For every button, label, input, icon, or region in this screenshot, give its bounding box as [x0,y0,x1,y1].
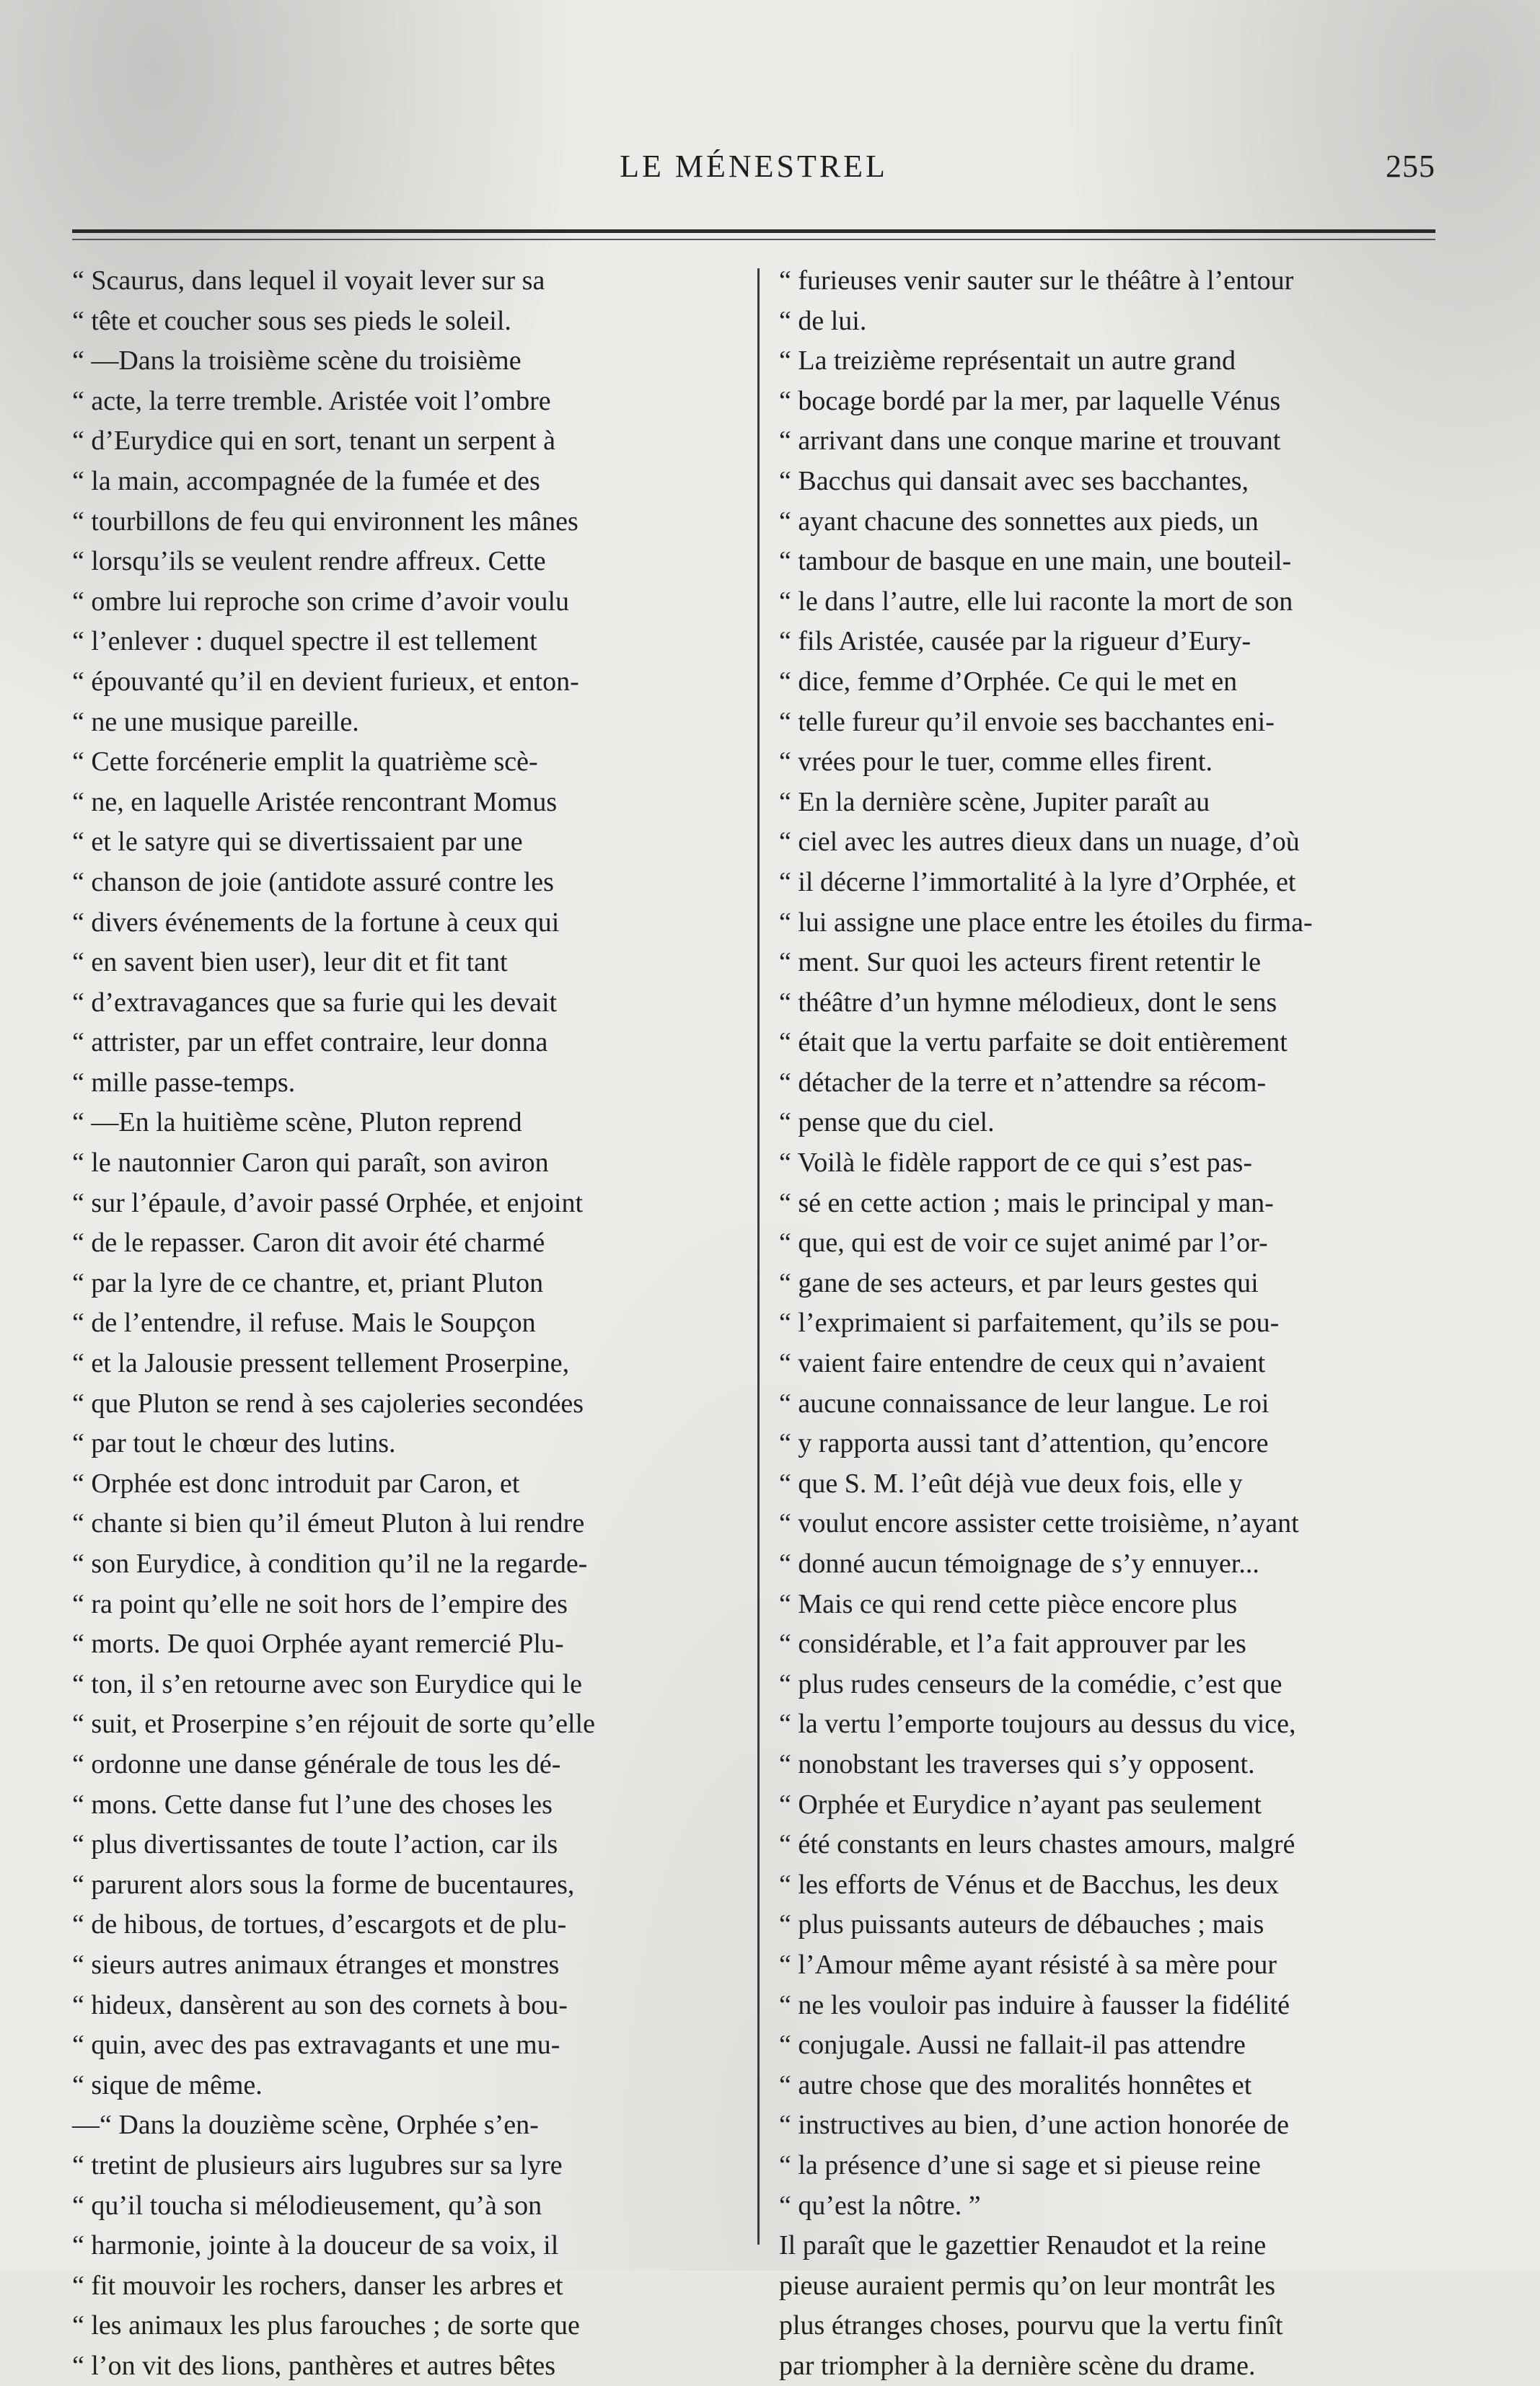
text-line: “ mille passe-temps. [72,1067,296,1098]
text-line: pieuse auraient permis qu’on leur montrât les [779,2270,1276,2301]
text-line: “ chanson de joie (antidote assuré contre les [72,866,554,897]
text-line: “ ne les vouloir pas induire à fausser la fidélité [779,1989,1290,2020]
text-line: “ Orphée est donc introduit par Caron, et [72,1468,520,1499]
text-line: “ par la lyre de ce chantre, et, priant Pluton [72,1267,544,1298]
text-line: “ lui assigne une place entre les étoiles du firma- [779,907,1313,938]
text-line: “ parurent alors sous la forme de bucentaures, [72,1869,575,1900]
text-line: “ gane de ses acteurs, et par leurs gestes qui [779,1267,1259,1298]
text-line: “ l’on vit des lions, panthères et autres bêtes [72,2350,556,2381]
text-line: “ ne une musique pareille. [72,706,359,737]
text-line: “ ordonne une danse générale de tous les dé- [72,1748,561,1779]
text-line: “ la main, accompagnée de la fumée et des [72,465,540,496]
text-line: “ plus divertissantes de toute l’action, car ils [72,1829,558,1860]
text-line: “ en savent bien user), leur dit et fit tant [72,947,508,978]
text-line: “ fils Aristée, causée par la rigueur d’Eury- [779,626,1251,657]
text-line: “ aucune connaissance de leur langue. Le roi [779,1388,1270,1419]
text-line: “ Mais ce qui rend cette pièce encore plus [779,1588,1238,1619]
text-line: “ dice, femme d’Orphée. Ce qui le met en [779,666,1238,697]
text-line: “ divers événements de la fortune à ceux qui [72,907,560,938]
text-line: “ été constants en leurs chastes amours, malgré [779,1829,1295,1860]
text-line: “ de l’entendre, il refuse. Mais le Soupçon [72,1308,536,1339]
text-line: “ considérable, et l’a fait approuver par les [779,1629,1246,1660]
text-line: “ En la dernière scène, Jupiter paraît au [779,786,1210,817]
text-line: “ épouvanté qu’il en devient furieux, et enton- [72,666,579,697]
text-line: “ de le repasser. Caron dit avoir été charmé [72,1228,545,1259]
text-line: “ conjugale. Aussi ne fallait-il pas attendre [779,2030,1246,2061]
text-line: “ autre chose que des moralités honnêtes et [779,2069,1252,2100]
text-line: “ quin, avec des pas extravagants et une mu- [72,2030,560,2061]
text-line: “ acte, la terre tremble. Aristée voit l’ombre [72,385,551,416]
text-line: “ Voilà le fidèle rapport de ce qui s’est pas- [779,1148,1252,1179]
text-line: “ ton, il s’en retourne avec son Eurydice qui le [72,1668,582,1699]
right-column [779,261,1437,2386]
header-rule [72,229,1435,240]
text-line: “ le nautonnier Caron qui paraît, son aviron [72,1148,549,1179]
text-line: “ mons. Cette danse fut l’une des choses les [72,1789,553,1820]
text-line: “ que S. M. l’eût déjà vue deux fois, elle y [779,1468,1243,1499]
text-line: “ ombre lui reproche son crime d’avoir voulu [72,586,570,617]
text-line: “ hideux, dansèrent au son des cornets à bou- [72,1989,568,2020]
text-line: “ d’extravagances que sa furie qui les devait [72,987,558,1018]
text-line: “ que, qui est de voir ce sujet animé par l’or- [779,1228,1268,1259]
text-line: “ tête et coucher sous ses pieds le soleil. [72,305,511,336]
text-line: “ était que la vertu parfaite se doit entièrement [779,1027,1288,1058]
text-line: “ ne, en laquelle Aristée rencontrant Momus [72,786,558,817]
text-line: “ Scaurus, dans lequel il voyait lever sur sa [72,265,545,296]
text-line: “ pense que du ciel. [779,1107,995,1138]
text-line: “ l’exprimaient si parfaitement, qu’ils se pou- [779,1308,1280,1339]
text-line: “ qu’il toucha si mélodieusement, qu’à son [72,2190,542,2221]
text-line: “ suit, et Proserpine s’en réjouit de sorte qu’elle [72,1709,595,1740]
text-line: “ morts. De quoi Orphée ayant remercié Plu- [72,1629,564,1660]
text-line: “ théâtre d’un hymne mélodieux, dont le sens [779,987,1277,1018]
page-header [72,148,1435,198]
text-line: “ furieuses venir sauter sur le théâtre à l’entour [779,265,1294,296]
text-line: “ et le satyre qui se divertissaient par une [72,827,523,858]
text-line: “ telle fureur qu’il envoie ses bacchantes eni- [779,706,1275,737]
text-line: “ l’enlever : duquel spectre il est tellement [72,626,537,657]
text-line: “ Orphée et Eurydice n’ayant pas seulement [779,1789,1262,1820]
text-line: “ les animaux les plus farouches ; de sorte que [72,2310,580,2341]
text-line: Il paraît que le gazettier Renaudot et la reine [779,2230,1267,2261]
text-line: “ d’Eurydice qui en sort, tenant un serpent à [72,426,556,457]
text-line: “ qu’est la nôtre. ” [779,2190,981,2221]
text-line: “ attrister, par un effet contraire, leur donna [72,1027,548,1058]
text-line: “ l’Amour même ayant résisté à sa mère pour [779,1949,1277,1980]
running-title: LE MÉNESTREL [620,149,888,184]
text-line: “ détacher de la terre et n’attendre sa récom- [779,1067,1267,1098]
text-line: “ chante si bien qu’il émeut Pluton à lui rendre [72,1508,585,1539]
text-line: “ le dans l’autre, elle lui raconte la mort de son [779,586,1293,617]
text-line: “ Bacchus qui dansait avec ses bacchantes, [779,465,1249,496]
text-line: “ —En la huitième scène, Pluton reprend [72,1107,522,1138]
text-line: “ sique de même. [72,2069,263,2100]
text-line: “ ciel avec les autres dieux dans un nuage, d’où [779,827,1300,858]
text-line: “ sé en cette action ; mais le principal y man- [779,1187,1274,1218]
text-line: “ les efforts de Vénus et de Bacchus, les deux [779,1869,1279,1900]
text-line: “ tambour de basque en une main, une bouteil- [779,546,1292,577]
text-line: “ et la Jalousie pressent tellement Proserpine, [72,1348,570,1379]
text-line: “ de lui. [779,305,867,336]
text-line: “ vaient faire entendre de ceux qui n’avaient [779,1348,1266,1379]
text-line: “ bocage bordé par la mer, par laquelle Vénus [779,385,1281,416]
text-line: “ son Eurydice, à condition qu’il ne la regarde- [72,1549,588,1579]
text-line: “ donné aucun témoignage de s’y ennuyer... [779,1549,1259,1579]
text-line: “ vrées pour le tuer, comme elles firent. [779,747,1213,778]
text-line: “ La treizième représentait un autre grand [779,345,1236,377]
text-line: “ harmonie, jointe à la douceur de sa voix, il [72,2230,559,2261]
text-line: “ sur l’épaule, d’avoir passé Orphée, et enjoint [72,1187,584,1218]
text-line: “ arrivant dans une conque marine et trouvant [779,426,1281,457]
text-line: “ y rapporta aussi tant d’attention, qu’encore [779,1428,1269,1459]
text-line: “ il décerne l’immortalité à la lyre d’Orphée, et [779,866,1296,897]
text-line: “ par tout le chœur des lutins. [72,1428,396,1459]
text-line: “ plus rudes censeurs de la comédie, c’est que [779,1668,1282,1699]
text-line: “ sieurs autres animaux étranges et monstres [72,1949,560,1980]
text-line: “ la présence d’une si sage et si pieuse reine [779,2149,1261,2180]
text-line: “ instructives au bien, d’une action honorée de [779,2110,1289,2141]
text-line: “ lorsqu’ils se veulent rendre affreux. Cette [72,546,546,577]
text-line: —“ Dans la douzième scène, Orphée s’en- [72,2110,539,2141]
text-line: “ de hibous, de tortues, d’escargots et de plu- [72,1909,567,1940]
text-line: “ —Dans la troisième scène du troisième [72,345,522,377]
text-line: “ fit mouvoir les rochers, danser les arbres et [72,2270,563,2301]
text-line: par triompher à la dernière scène du drame. [779,2350,1256,2381]
text-line: “ tourbillons de feu qui environnent les mânes [72,506,578,537]
text-line: “ ayant chacune des sonnettes aux pieds, un [779,506,1259,537]
text-line: “ plus puissants auteurs de débauches ; mais [779,1909,1264,1940]
text-line: “ voulut encore assister cette troisième, n’ayant [779,1508,1299,1539]
text-line: “ nonobstant les traverses qui s’y opposent. [779,1748,1255,1779]
left-column [72,261,743,2386]
text-line: “ ra point qu’elle ne soit hors de l’empire des [72,1588,568,1619]
text-line: plus étranges choses, pourvu que la vertu finît [779,2310,1283,2341]
text-line: “ ment. Sur quoi les acteurs firent retentir le [779,947,1261,978]
text-line: “ tretint de plusieurs airs lugubres sur sa lyre [72,2149,563,2180]
page-number: 255 [1386,149,1435,184]
text-line: “ la vertu l’emporte toujours au dessus du vice, [779,1709,1296,1740]
text-line: “ Cette forcénerie emplit la quatrième scè- [72,747,538,778]
text-line: “ que Pluton se rend à ses cajoleries secondées [72,1388,584,1419]
column-divider [757,268,760,2245]
